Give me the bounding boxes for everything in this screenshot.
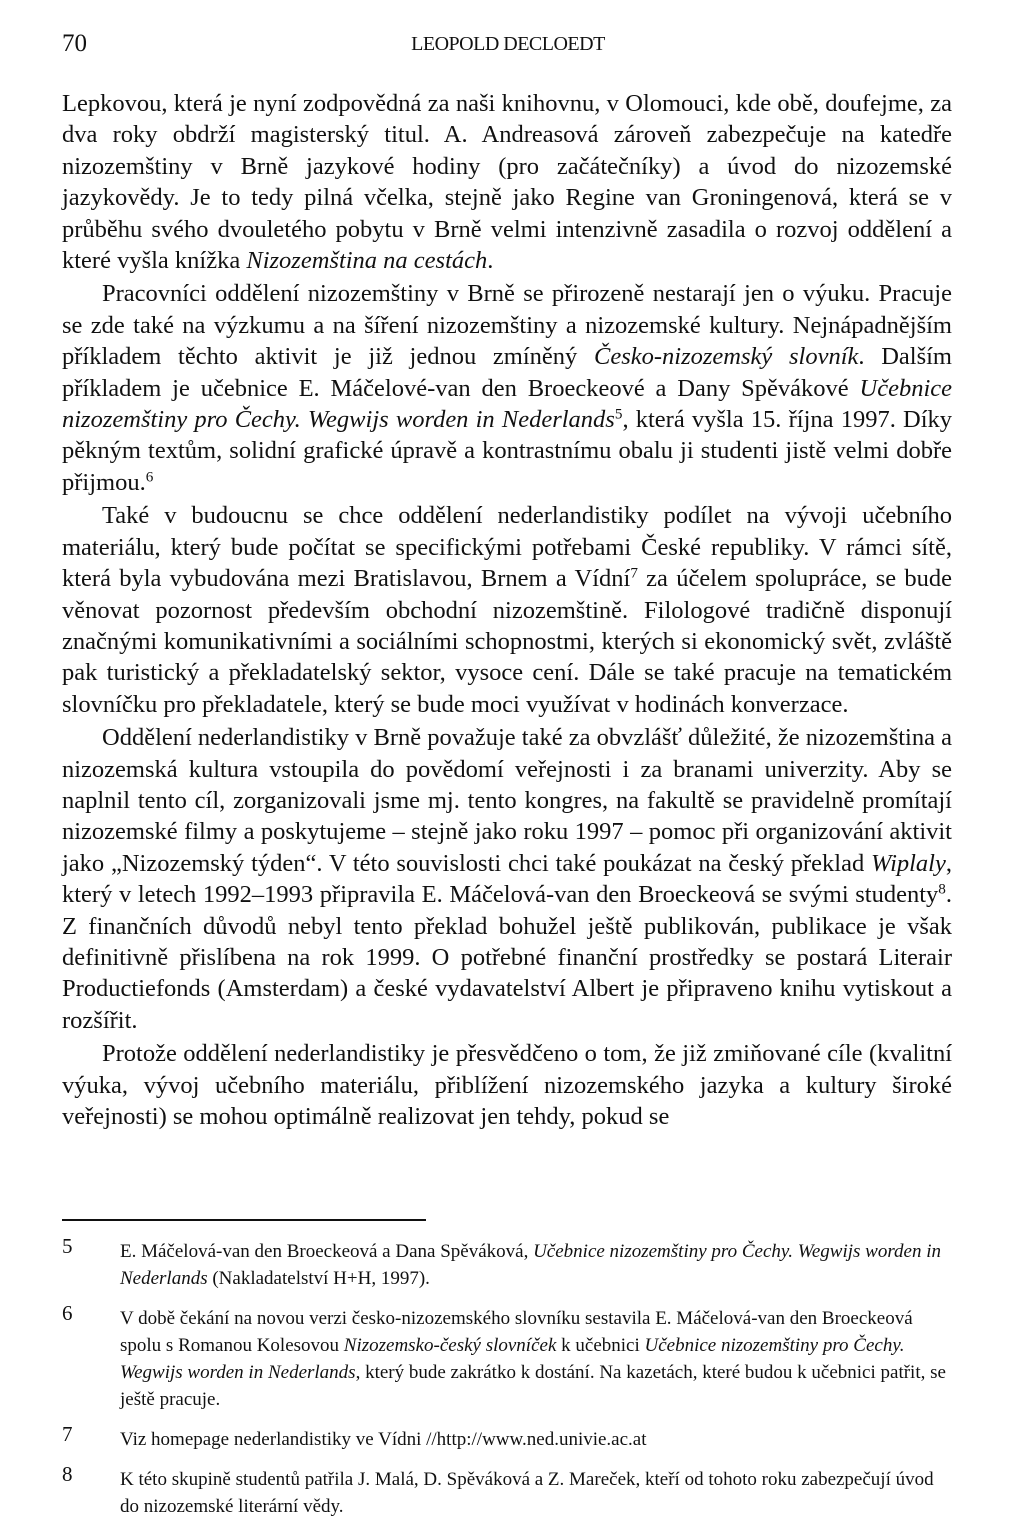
footnote-text: K této skupině studentů patřila J. Malá, D. Spěváková a Z. Mareček, kteří od tohoto roku zabezpečují úvod do nizozemské literární vědy. [120, 1469, 934, 1517]
paragraph-2: Pracovníci oddělení nizozemštiny v Brně se přirozeně nestarají jen o výuku. Pracuje se zde také na výzkumu a na šíření nizozemštiny a nizozemské kultury. Nejnápadnějším příkladem těchto aktivit je již jednou zmíněný Česko-nizozemský slovník. Dalším příkladem je učebnice E. Máčelové-van den Broeckeové a Dany Spěvákové Učebnice nizozemštiny pro Čechy. Wegwijs worden in Nederlands$^5$, která vyšla 15. října 1997. Díky pěkným textům, solidní grafické úpravě a kontrastnímu obalu ji studenti jistě velmi dobře přijmou.$^6$ [62, 280, 953, 496]
footnote-7 [62, 1422, 954, 1453]
book-title: Nizozemština na cestách [246, 247, 488, 275]
paragraph-4: Oddělení nederlandistiky v Brně považuje také za obvzlášť důležité, že nizozemština a nizozemská kultura vstoupila do povědomí veřejnosti i za branami univerzity. Aby se naplnil tento cíl, zorganizovali jsme mj. tento kongres, na fakultě se pravidelně promítají nizozemské filmy a poskytujeme – stejně jako roku 1997 – pomoc při organizování aktivit jako „Nizozemský týden“. V této souvislosti chci také poukázat na český překlad Wiplaly, který v letech 1992–1993 připravila E. Máčelová-van den Broeckeová se svými studenty$^8$. Z finančních důvodů nebyl tento překlad bohužel ještě publikován, publikace je však definitivně přislíbena na rok 1999. O potřebné finanční prostředky se postará Literair Productiefonds (Amsterdam) a české vydavatelství Albert je připraveno knihu vytiskout a rozšířit. [62, 724, 952, 1034]
footnote-mark: 5 [62, 1234, 73, 1258]
footnote-separator [62, 1219, 426, 1221]
paragraph-3: Také v budoucnu se chce oddělení nederlandistiky podílet na vývoji učebního materiálu, který bude počítat se specifickými potřebami České republiky. V rámci sítě, která byla vybudována mezi Bratislavou, Brnem a Vídní$^7$ za účelem spolupráce, se bude věnovat pozornost především obchodní nizozemštině. Filologové tradičně disponují značnými komunikativními a sociálními schopnostmi, kterých si ekonomický svět, zvláště pak turistický a překladatelský sektor, vysoce cení. Dále se také pracuje na tematickém slovníčku pro překladatele, který se bude moci využívat v hodinách konverzace. [62, 502, 952, 718]
translation-title: Wiplaly [871, 849, 946, 877]
textbook-title: Učebnice nizozemštiny pro Čechy. Wegwijs worden in Nederlands [62, 374, 952, 434]
footnote-mark: 6 [62, 1301, 73, 1325]
dictionary-title: Česko-nizozemský slovník [594, 343, 859, 371]
body-text [62, 88, 952, 1134]
footnote-ref-5[interactable]: 5 [614, 405, 623, 423]
footnote-ref-7[interactable]: 7 [630, 564, 638, 582]
running-title: LEOPOLD DECLOEDT [411, 33, 605, 55]
footnote-8 [62, 1462, 954, 1520]
footnote-ref-8[interactable]: 8 [938, 880, 946, 898]
footnotes [62, 1234, 954, 1533]
footnote-5 [62, 1234, 954, 1292]
footnote-text [120, 1426, 954, 1453]
footnote-ref-6[interactable]: 6 [145, 468, 154, 486]
homepage-link[interactable]: Viz homepage nederlandistiky ve Vídni //http://www.ned.univie.ac.at [120, 1429, 647, 1450]
paragraph-1: Lepkovou, která je nyní zodpovědná za naši knihovnu, v Olomouci, kde obě, doufejme, za dva roky obdrží magisterský titul. A. Andreasová zároveň zabezpečuje na katedře nizozemštiny v Brně jazykové hodiny (pro začátečníky) a úvod do nizozemské jazykovědy. Je to tedy pilná včelka, stejně jako Regine van Groningenová, která se v průběhu svého dvouletého pobytu v Brně velmi intenzivně zasadila o rozvoj oddělení a které vyšla knížka Nizozemština na cestách. [62, 90, 952, 275]
footnote-text: V době čekání na novou verzi česko-nizozemského slovníku sestavila E. Máčelová-van den Broeckeová spolu s Romanou Kolesovou Nizozemsko-český slovníček k učebnici Učebnice nizozemštiny pro Čechy. Wegwijs worden in Nederlands, který bude zakrátko k dostání. Na kazetách, které budou k učebnici patřit, se ještě pracuje. [120, 1308, 946, 1410]
footnote-text: E. Máčelová-van den Broeckeová a Dana Spěváková, Učebnice nizozemštiny pro Čechy. Wegwijs worden in Nederlands (Nakladatelství H+H, 1997). [120, 1241, 941, 1289]
footnote-6 [62, 1301, 954, 1413]
footnote-mark: 7 [62, 1422, 73, 1446]
paragraph-5: Protože oddělení nederlandistiky je přesvědčeno o tom, že již zmiňované cíle (kvalitní výuka, vývoj učebního materiálu, přiblížení nizozemského jazyka a kultury široké veřejnosti) se mohou optimálně realizovat jen tehdy, pokud se [62, 1040, 952, 1130]
page-number: 70 [62, 30, 87, 57]
page-header [62, 30, 954, 64]
footnote-mark: 8 [62, 1462, 73, 1486]
